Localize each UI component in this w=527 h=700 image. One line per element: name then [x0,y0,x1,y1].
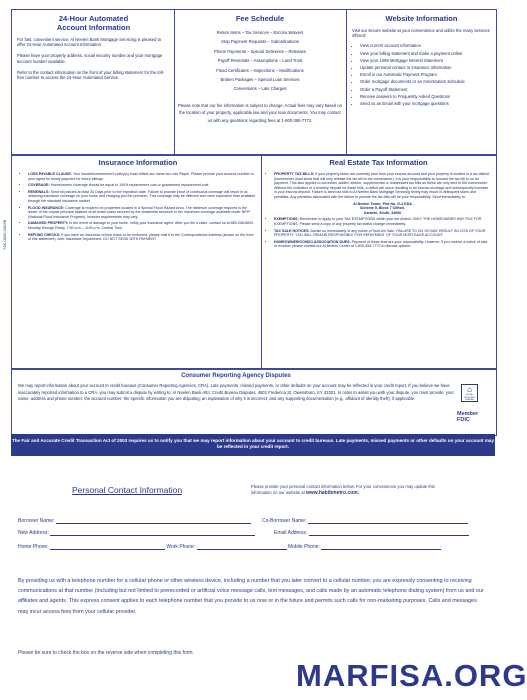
member-fdic: Member FDIC [457,411,479,423]
consent-text: By providing us with a telephone number for a cellular phone or other wireless device, including a number that you later convert to a cellular number, you are expressly consenting to receiving communications at that number (including but not limited to prerecorded or artificial voice message calls, text messages, and calls made by an automatic telephone dialing system) from us and our affiliates and agents. This express consent applies to each telephone number that you provide to us now or in the future and permits such calls for non-marketing purposes. Calls and messages may incur access fees from your cellular provider. [18,578,484,615]
item-lead: REFUND CHECKS: [28,232,61,237]
website-service-item: • Receive answers to Frequently Asked Questions [360,94,491,99]
work-phone-field[interactable] [197,543,287,550]
item-text: Send all policies at least 30 Days prior to the expiration date. Failure to provide proof of continuous coverage will result in us obtaining insurance coverage on your home and charging you the premium. This coverage may be different and more expensive than available through the standard insurance market. [28,189,256,203]
divider [261,154,262,368]
reverse-side-note: Please be sure to check the box on the reverse side when completing this form. [18,650,194,656]
insurance-item [28,183,256,188]
real-estate-item [274,217,491,226]
new-address-field[interactable] [50,529,255,536]
email-row [274,529,469,536]
website-link[interactable]: www.habibmetro.com. [305,489,360,496]
fee-schedule-title: Fee Schedule [235,14,285,23]
real-estate-title: Real Estate Tax Information [329,158,428,167]
item-lead: FLOOD INSURANCE: [28,205,65,210]
automated-info-p3: Refer to the contact information on the front of your billing statement for the toll-free number to access the 24-Hour Automated Service. [17,69,165,81]
fee-item: Stop Payment Requests – Subordinations [221,39,299,45]
borrower-name-row [18,517,251,524]
fee-list [178,30,342,92]
contact-title: Personal Contact Information [72,485,183,495]
mobile-phone-label: Mobile Phone: [287,544,320,550]
address-line: Scheme 5, Block 7 Clifton, [360,206,405,211]
insurance-list [20,172,256,242]
automated-info-section [17,14,170,80]
work-phone-label: Work Phone: [166,544,196,550]
item-text: Advise us immediately of any notice of Tax/Lien Sale. FAILURE TO DO SO MAY RESULT IN LOSS OF YOUR PROPERTY. YOU WILL REMAIN RESPONSIBLE FOR REPAYMENT OF YOUR MORTGAGE ACCOUNT. [274,228,486,238]
item-text: Remember to apply to your TAX EXEMPTIONS within your tax district. ONLY THE HOMEOWNER MAY FILE FOR EXEMPTIONS. Please send a copy of any property tax status change immediately. [274,217,482,226]
automated-info-p2: Please have your property address, social security number and your mortgage account number available. [17,53,163,64]
website-services-list [352,43,491,106]
website-service-item: • Order mortgage documents or an Amortization Schedule [360,79,491,84]
consumer-text: We may report information about your account to credit bureaus (Consumer Reporting Agencies, CRA). Late payments, missed payments, or other defaults on your account may be reflected in your credit report. If you believe we have inaccurately reported information to a CRA, you may submit a dispute by writing to: Al Neelen Bank Attn: Credit Bureau Disputes, 4801 Frederica St, Owensboro, KY 42301. In order to assist you with your dispute, you must provide: your name, address and phone number; the account number; the specific information you are disputing; an explanation of why it is incorrect; and any supporting documentation (e.g., affidavit of identity theft), if applicable. [18,383,454,402]
real-estate-section [266,158,491,251]
borrower-name-field[interactable] [56,517,251,524]
co-borrower-name-label: Co-Borrower Name: [262,518,307,524]
item-text: Coverage is required on properties located in a Special Flood Hazard Area. The minimum coverage required is the lesser of the unpaid principal balance of all active loans secured by the residential structure or the maximum coverage available under NFIP (National Flood Insurance Program). Investor requirements may vary. [28,205,250,219]
divider [346,9,347,154]
item-lead: DAMAGED PROPERTY: [28,221,69,226]
real-estate-item [274,172,491,215]
insurance-item [28,221,256,230]
item-lead: RENEWALS: [28,189,50,194]
address-line: Karachi, Sindh, 44000 [363,210,402,215]
real-estate-item [274,229,491,238]
insurance-section [20,158,256,244]
new-address-row [18,529,255,536]
equal-housing-lender-logo [461,384,478,402]
insurance-item [28,206,256,220]
website-service-item: • Enroll in our Automatic Payment Program [360,72,491,77]
website-service-item: • View current account information [360,43,491,48]
website-service-item: • View your 1098 Mortgage Interest Statement [360,58,491,63]
fee-schedule-section [178,14,342,124]
automated-info-p1: For fast, convenient service, Al Neelen Bank Mortgage Servicing is pleased to offer 24-Hour Automated Account Information. [17,37,162,48]
tax-mailing-address [274,202,491,216]
website-info-title: Website Information [385,14,458,23]
co-borrower-name-field[interactable] [308,517,468,524]
fee-item: Broken Packages – Special Loan Services [220,76,300,82]
insurance-title: Insurance Information [98,158,178,167]
item-lead: COVERAGE: [28,183,50,188]
fee-item: Return Items – Tax Services – Escrow Waivers [216,30,304,35]
house-icon: ⌂ [467,385,472,394]
home-phone-field[interactable] [50,543,165,550]
email-label: Email Address: [274,530,308,536]
home-phone-label: Home Phone: [18,544,49,550]
item-text: Payment of these fees are your responsibility. However, if you receive a notice of sale or eviction, please contact our Al Neelen Center at 1-800-365-7772 to discuss options. [274,239,488,249]
real-estate-list [266,172,491,249]
site-watermark-logo: MARFISA.ORG [296,658,527,693]
item-text: Homeowners coverage should be equal to 100% replacement cost or guaranteed replacement cost. [50,183,210,188]
fee-item: Payoff Reversals – Assumptions – Land Trust [217,58,303,64]
item-text: If you have an insurance refund check to be endorsed, please mail it to the Correspondence Address (shown on the front of this statement), Attn: Insurance Department. DO NOT SEND WITH PAYMENT. [28,232,254,242]
website-service-item: • Order a Payoff Statement [360,87,491,92]
fee-item: Flood Certificates – Inspections – Modifications [216,67,304,73]
consumer-title: Consumer Reporting Agency Disputes [181,373,291,379]
website-info-intro: Visit our secure website at your convenience and utilize the many services offered: [352,28,490,39]
mobile-phone-field[interactable] [321,543,441,550]
website-service-item: • Update personal contact or insurance information [360,65,491,70]
insurance-item [28,233,256,242]
item-text: If your property taxes are currently paid from your escrow account and your property is located in a tax district (homeowner must show that will only release the tax bill to the homeowner), it is your responsibility to forward the tax bill to us for payment. This also applies to corrected, added, interim, supplemental or reassessed tax bills as these are only sent to the homeowner. Without the collection of a monthly deposit for these bills, a deficit will occur resulting in an escrow shortage and subsequently increase in your escrow deposit. Failure to send tax bills to Al Neelen Bank Mortgage Servicing timely may result in delinquent taxes and penalties. Any penalties associated with the failure to provide the tax bills will be your responsibility. Send immediately to: [274,172,490,199]
item-text: In the event of damage to your home, notify your insurance agent. After you file a claim, contact us at 855-208-6693, Monday through Friday, 7:00 a.m. – 8:00 p.m. Central Time. [28,221,255,230]
item-lead: PROPERTY TAX BILLS: [274,172,315,176]
website-info-section [352,14,491,108]
fee-item: Phone Payments – Special Deliveries – Releases [214,48,306,54]
item-lead: HOMEOWNER/CONDO ASSOCIATION DUES: [274,239,351,244]
contact-note-text: Please provide your personal contact information below. For your convenience you may update this information on our website at [251,484,435,495]
ehl-label: EQUAL HOUSING LENDER [464,394,475,402]
item-lead: LOSS PAYABLE CLAUSE: [28,172,72,176]
email-field[interactable] [309,529,469,536]
borrower-name-label: Borrower Name: [18,518,55,524]
new-address-label: New Address: [18,530,49,536]
divider [174,9,175,154]
insurance-item [28,190,256,204]
website-service-item: • Send us an Email with your mortgage questions [360,101,491,106]
item-lead: TAX SALE NOTICES: [274,228,310,233]
automated-info-title: 24-Hour Automated Account Information [56,14,131,32]
facta-notice-banner: The Fair and Accurate Credit Transaction Act of 2003 requires us to notify you that we may report information about your account to credit bureaus. Late payments, missed payments or other defaults on your account may be reflected in your credit report. [11,434,495,456]
real-estate-item [274,240,491,249]
phone-row [18,543,441,550]
item-text: Your hazard/homeowner's policy(s) must reflect our name as Loss Payee. Please provide your account number to your agent for timely payment for future billings. [28,172,254,181]
fee-item: Conversions – Late Charges [233,86,287,92]
form-code: 73K-0830-0403B [2,219,7,250]
website-service-item: • View your billing statement and make a payment online [360,51,491,56]
address-line: Al Neelen Tower, Plot No. G-4 KDA [353,201,412,206]
contact-note [251,484,451,497]
insurance-item [28,172,256,181]
consumer-section [18,373,454,403]
co-borrower-name-row [262,517,468,524]
fee-note: Please note that our fee information is subject to change. Actual fees may vary based on the location of your property, applicable law and your loan documents. You may contact us with any questions regarding fees at 1-800-365-7772. [178,102,342,123]
item-lead: EXEMPTIONS: [274,217,299,222]
